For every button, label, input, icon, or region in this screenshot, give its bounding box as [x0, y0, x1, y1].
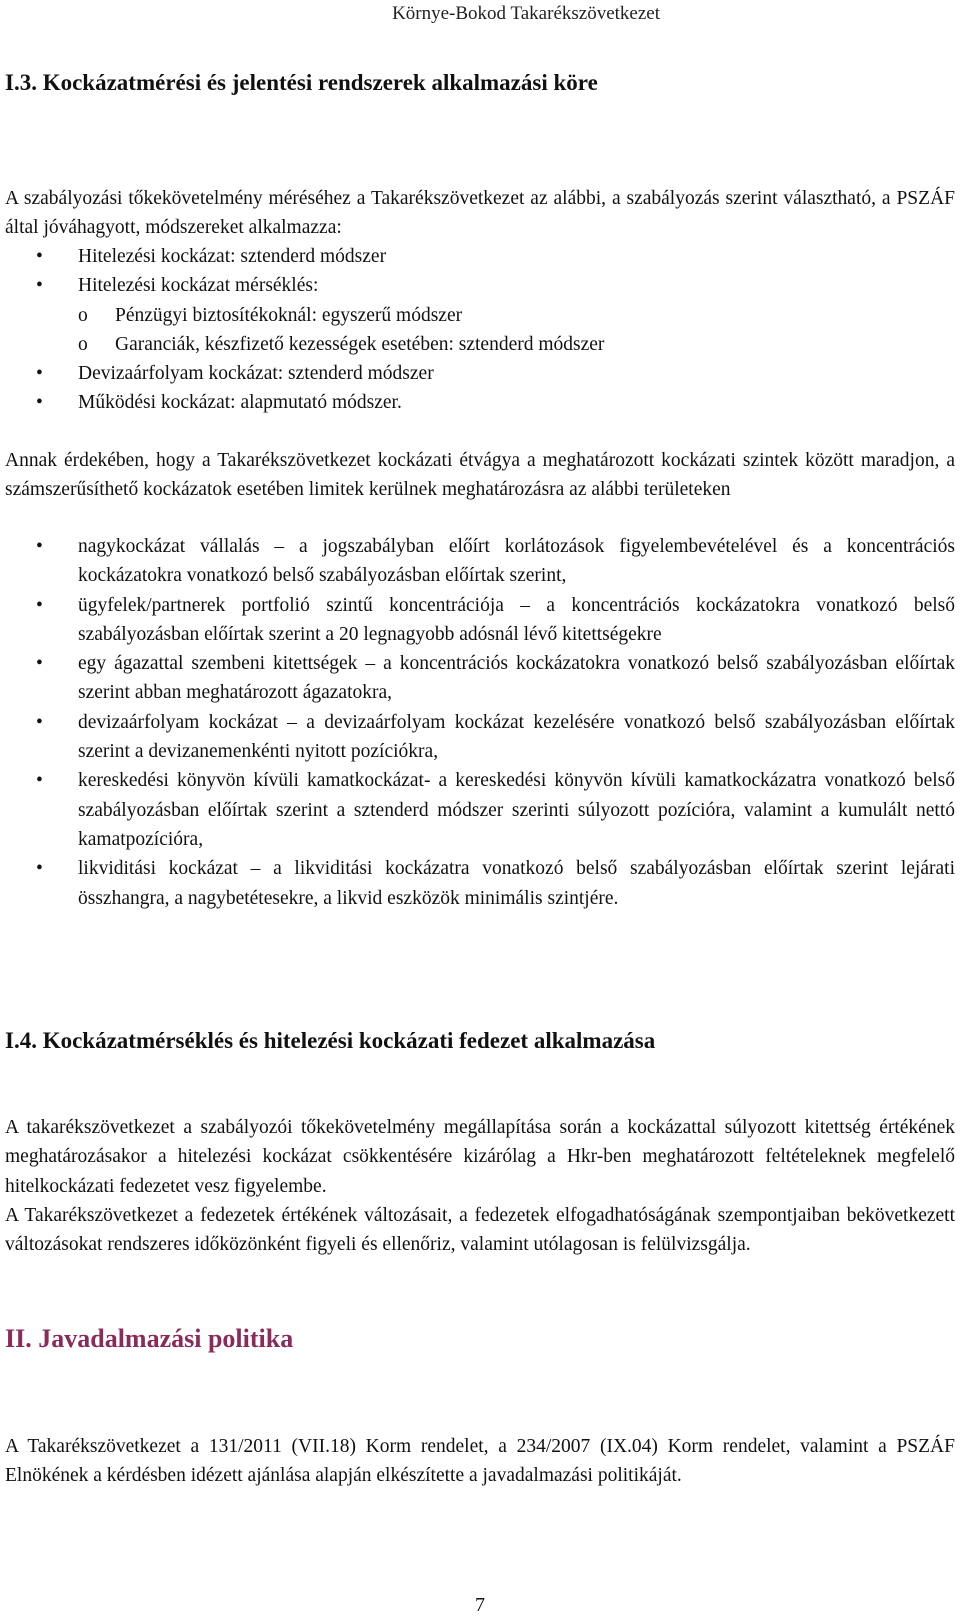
list-item-text: kereskedési könyvön kívüli kamatkockázat- a kereskedési könyvön kívüli kamatkockázatra vonatkozó belső szabályozásban előírtak szerint a sztenderd módszer szerinti súlyozott pozícióra, valamint a kumulált nettó kamatpozícióra, — [78, 770, 955, 850]
list-item-text: Hitelezési kockázat: sztenderd módszer — [78, 246, 387, 267]
list-item-text: Pénzügyi biztosítékoknál: egyszerű módszer — [115, 304, 463, 326]
section-i4-title: I.4. Kockázatmérséklés és hitelezési kockázati fedezet alkalmazása — [5, 1028, 656, 1053]
list-item-text: egy ágazattal szembeni kitettségek – a koncentrációs kockázatokra vonatkozó belső szabályozásban előírtak szerint abban meghatározott ágazatokra, — [78, 653, 955, 704]
bullet-icon: • — [36, 594, 43, 616]
methods-list — [5, 242, 955, 418]
list-item — [5, 708, 955, 767]
list-item — [5, 242, 955, 271]
page-header: Környe-Bokod Takarékszövetkezet — [392, 3, 660, 24]
section-i3-intro: A szabályozási tőkekövetelmény méréséhez a Takarékszövetkezet az alábbi, a szabályozás szerint választható, a PSZÁF által jóváhagyott, módszereket alkalmazza: — [5, 188, 955, 239]
bullet-icon: • — [36, 858, 43, 880]
list-item-text: likviditási kockázat – a likviditási kockázatra vonatkozó belső szabályozásban előírtak szerint lejárati összhangra, a nagybetétesekre, a likvid eszközök minimális szintjére. — [78, 858, 955, 909]
circle-bullet-icon: o — [78, 304, 88, 326]
section-i3-para2: Annak érdekében, hogy a Takarékszövetkezet kockázati étvágya a meghatározott kockázati szintek között maradjon, a számszerűsíthető kockázatok esetében limitek kerülnek meghatározásra az alábbi területeken — [5, 450, 955, 501]
circle-bullet-icon: o — [78, 333, 88, 355]
list-item-text: Devizaárfolyam kockázat: sztenderd módszer — [78, 363, 434, 385]
section-ii-title: II. Javadalmazási politika — [5, 1324, 294, 1353]
bullet-icon: • — [36, 246, 43, 267]
list-item — [5, 854, 955, 913]
list-item — [5, 532, 955, 591]
list-item — [5, 649, 955, 708]
list-item-text: ügyfelek/partnerek portfolió szintű koncentrációja – a koncentrációs kockázatokra vonatkozó belső szabályozásban előírtak szerint a 20 legnagyobb adósnál lévő kitettségekre — [78, 594, 955, 645]
bullet-icon: • — [36, 653, 43, 675]
sub-list-item — [5, 330, 955, 359]
limits-list — [5, 532, 955, 913]
list-item — [5, 591, 955, 650]
bullet-icon: • — [36, 711, 43, 733]
section-i3-title: I.3. Kockázatmérési és jelentési rendszerek alkalmazási köre — [5, 70, 598, 95]
list-item — [5, 766, 955, 854]
list-item-text: Működési kockázat: alapmutató módszer. — [78, 392, 402, 414]
section-i4-para2: A Takarékszövetkezet a fedezetek értékének változásait, a fedezetek elfogadhatóságának szempontjaiban bekövetkezett változásokat rendszeres időközönként figyeli és ellenőriz, valamint utólagosan is felülvizsgálja. — [5, 1205, 955, 1256]
list-item-text: Hitelezési kockázat mérséklés: — [78, 275, 319, 297]
section-ii-para1: A Takarékszövetkezet a 131/2011 (VII.18) Korm rendelet, a 234/2007 (IX.04) Korm rendelet, valamint a PSZÁF Elnökének a kérdésben idézett ajánlása alapján elkészítette a javadalmazási politikáját. — [5, 1436, 955, 1487]
bullet-icon: • — [36, 536, 43, 557]
list-item-text: nagykockázat vállalás – a jogszabályban előírt korlátozások figyelembevételével és a koncentrációs kockázatokra vonatkozó belső szabályozásban előírtak szerint, — [78, 536, 955, 587]
list-item-text: devizaárfolyam kockázat – a devizaárfolyam kockázat kezelésére vonatkozó belső szabályozásban előírtak szerint a devizanemenkénti nyitott pozíciókra, — [78, 711, 955, 763]
bullet-icon: • — [36, 363, 43, 385]
bullet-icon: • — [36, 770, 43, 792]
sub-list-item — [5, 301, 955, 330]
bullet-icon: • — [36, 392, 43, 414]
bullet-icon: • — [36, 275, 43, 297]
section-i4-para1: A takarékszövetkezet a szabályozói tőkekövetelmény megállapítása során a kockázattal súlyozott kitettség értékének meghatározásakor a hitelezési kockázat csökkentésére kizárólag a Hkr-ben meghatározott feltételeknek megfelelő hitelkockázati fedezetet vesz figyelembe. — [5, 1117, 955, 1197]
list-item — [5, 388, 955, 417]
page-number: 7 — [475, 1594, 485, 1616]
list-item-text: Garanciák, készfizető kezességek esetében: sztenderd módszer — [115, 333, 605, 355]
list-item — [5, 271, 955, 300]
list-item — [5, 359, 955, 388]
